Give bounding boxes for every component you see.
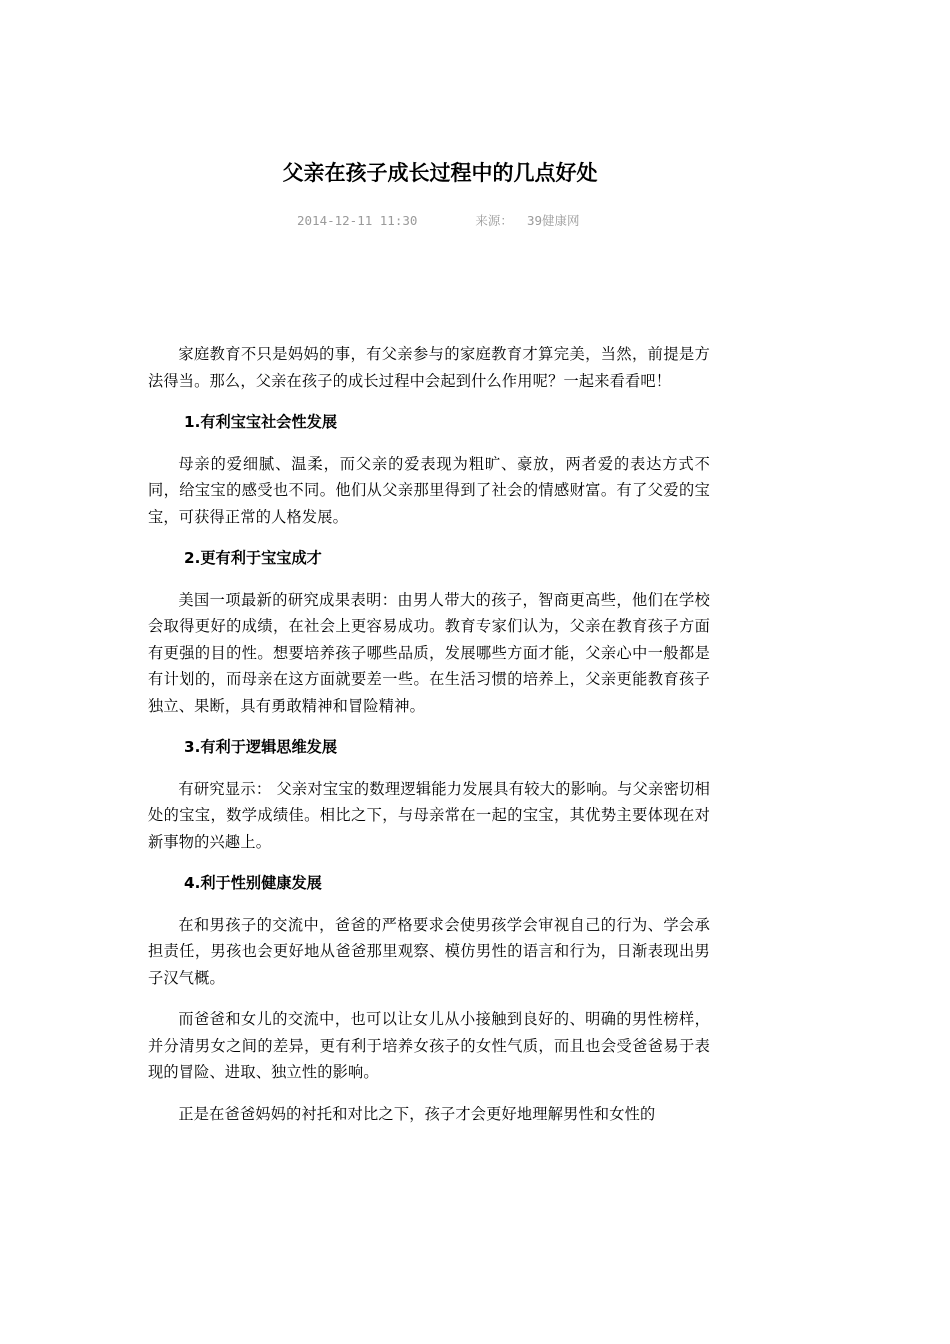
- article-meta: [297, 211, 580, 231]
- source-label: 来源：: [475, 213, 513, 228]
- source-value: 39健康网: [526, 213, 580, 228]
- section-paragraph-2: 美国一项最新的研究成果表明：由男人带大的孩子，智商更高些，他们在学校会取得更好的成绩，在社会上更容易成功。教育专家们认为，父亲在教育孩子方面有更强的目的性。想要培养孩子哪些品质，发展哪些方面才能，父亲心中一般都是有计划的，而母亲在这方面就要差一些。在生活习惯的培养上，父亲更能教育孩子独立、果断，具有勇敢精神和冒险精神。: [148, 590, 710, 715]
- publish-date: 2014-12-11 11:30: [297, 213, 418, 228]
- section-heading-3: 3.有利于逻辑思维发展: [184, 738, 338, 756]
- article-title: 父亲在孩子成长过程中的几点好处: [282, 161, 598, 185]
- intro-paragraph: 家庭教育不只是妈妈的事，有父亲参与的家庭教育才算完美，当然，前提是方法得当。那么，父亲在孩子的成长过程中会起到什么作用呢？一起来看看吧！: [148, 345, 710, 390]
- section-heading-4: 4.利于性别健康发展: [184, 874, 322, 892]
- section-paragraph-4a: 在和男孩子的交流中，爸爸的严格要求会使男孩学会审视自己的行为、学会承担责任，男孩也会更好地从爸爸那里观察、模仿男性的语言和行为，日渐表现出男子汉气概。: [148, 915, 710, 987]
- section-paragraph-4b: 而爸爸和女儿的交流中，也可以让女儿从小接触到良好的、明确的男性榜样，并分清男女之间的差异，更有利于培养女孩子的女性气质，而且也会受爸爸易于表现的冒险、进取、独立性的影响。: [148, 1010, 710, 1081]
- section-heading-1: 1.有利宝宝社会性发展: [184, 413, 338, 431]
- section-paragraph-1: 母亲的爱细腻、温柔，而父亲的爱表现为粗旷、豪放，两者爱的表达方式不同，给宝宝的感受也不同。他们从父亲那里得到了社会的情感财富。有了父爱的宝宝，可获得正常的人格发展。: [148, 454, 710, 526]
- closing-paragraph: 正是在爸爸妈妈的衬托和对比之下，孩子才会更好地理解男性和女性的: [178, 1104, 656, 1123]
- section-heading-2: 2.更有利于宝宝成才: [184, 549, 322, 567]
- section-paragraph-3: 有研究显示： 父亲对宝宝的数理逻辑能力发展具有较大的影响。与父亲密切相处的宝宝，数学成绩佳。相比之下，与母亲常在一起的宝宝，其优势主要体现在对新事物的兴趣上。: [148, 779, 710, 851]
- article-body: [148, 341, 710, 1142]
